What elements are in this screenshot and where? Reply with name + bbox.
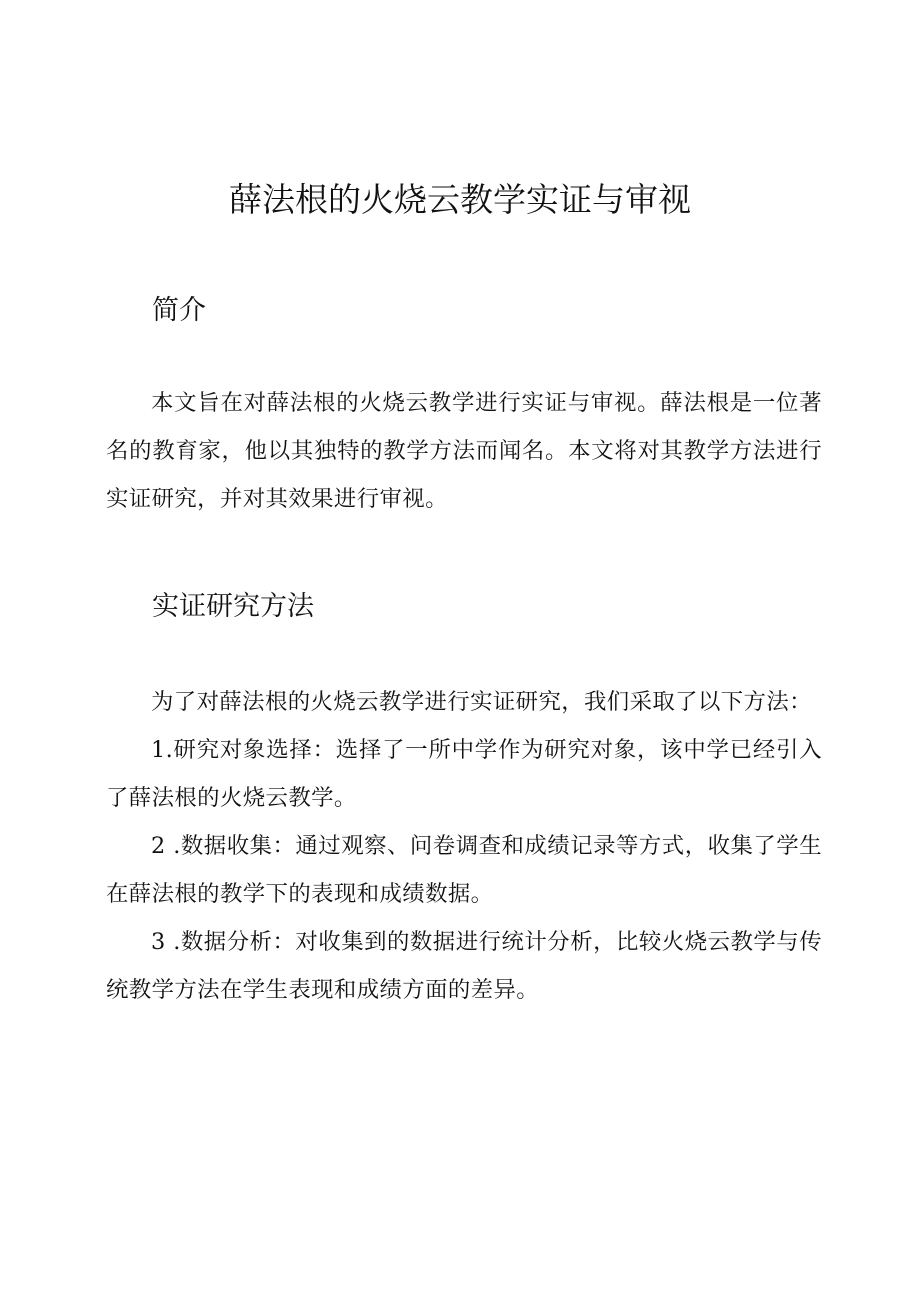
section-heading-method: 实证研究方法 — [152, 591, 314, 622]
method-item-1: 1.研究对象选择：选择了一所中学作为研究对象，该中学已经引入了薛法根的火烧云教学。 — [106, 737, 822, 811]
method-lead-paragraph: 为了对薛法根的火烧云教学进行实证研究，我们采取了以下方法： — [151, 689, 812, 715]
method-item-3: 3 .数据分析：对收集到的数据进行统计分析，比较火烧云教学与传统教学方法在学生表现和成绩方面的差异。 — [106, 929, 822, 1003]
method-item-2: 2 .数据收集：通过观察、问卷调查和成绩记录等方式，收集了学生在薛法根的教学下的表现和成绩数据。 — [106, 833, 822, 907]
section-heading-intro: 简介 — [152, 295, 206, 326]
document-title: 薛法根的火烧云教学实证与审视 — [229, 180, 691, 219]
intro-paragraph: 本文旨在对薛法根的火烧云教学进行实证与审视。薛法根是一位著名的教育家，他以其独特的教学方法而闻名。本文将对其教学方法进行实证研究，并对其效果进行审视。 — [106, 390, 822, 512]
